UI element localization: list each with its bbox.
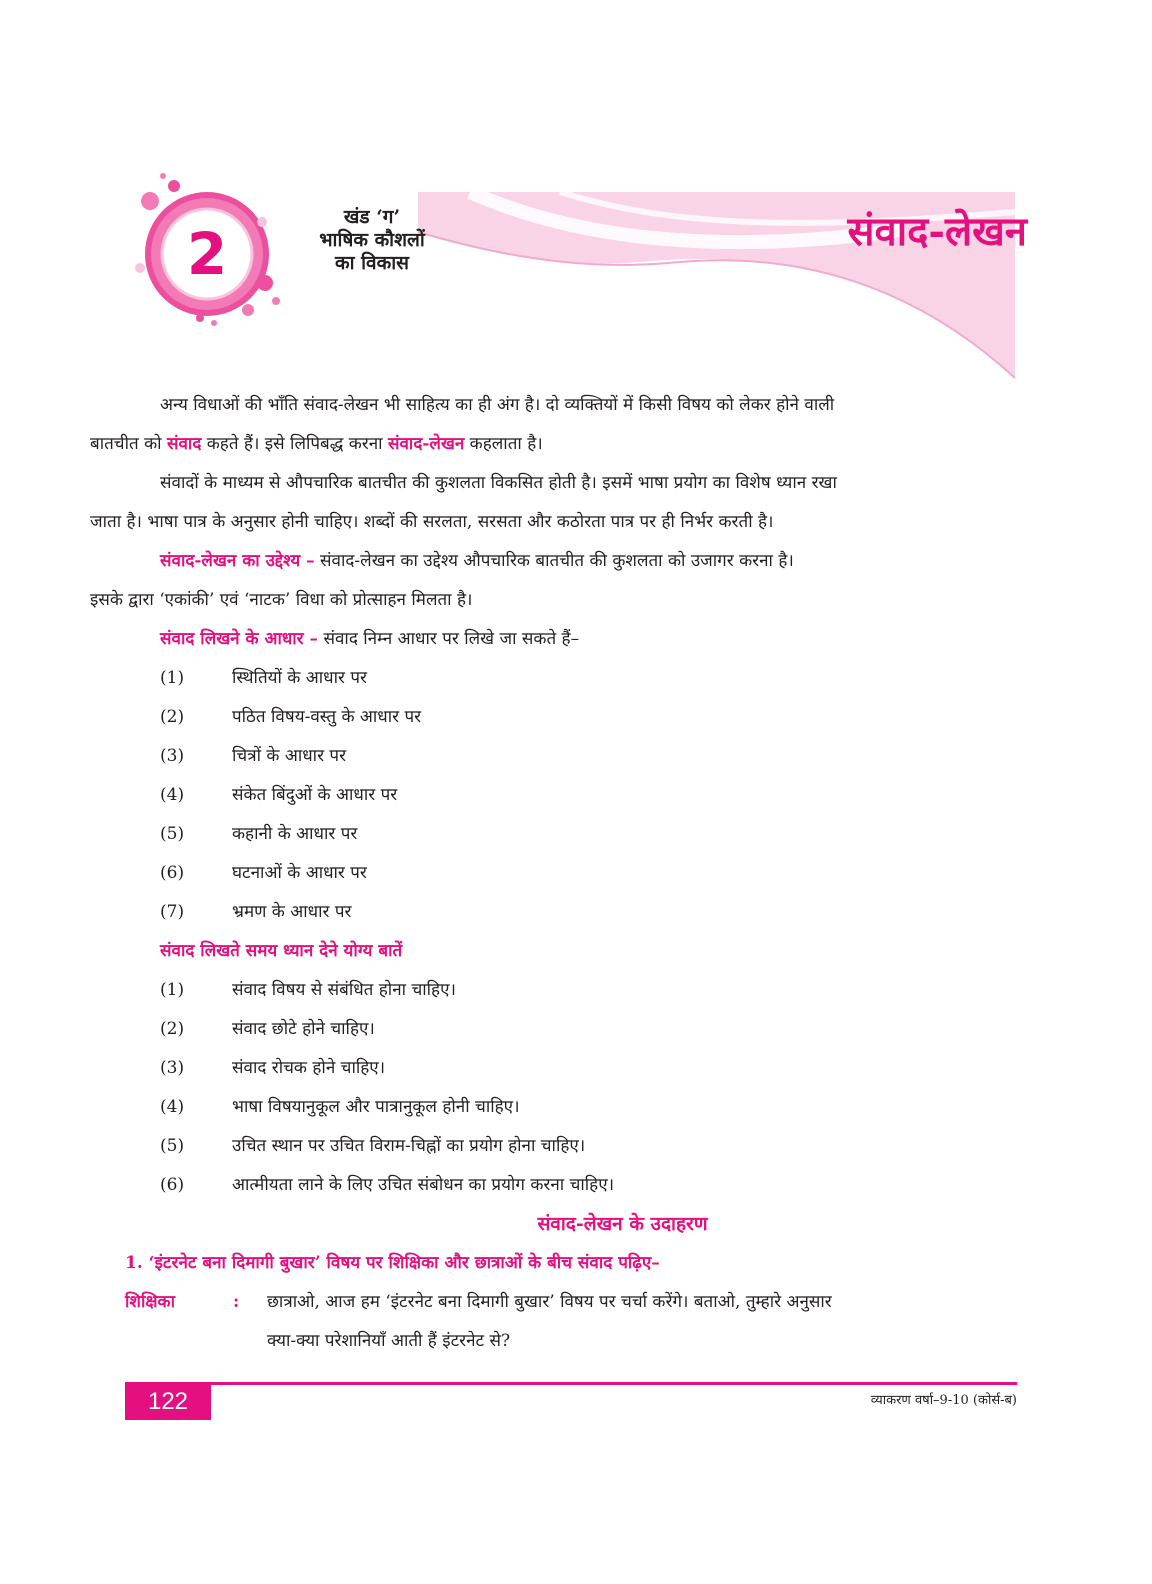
list-number: (1) [160, 668, 185, 688]
bases-label: संवाद लिखने के आधार – [160, 629, 319, 649]
list-number: (2) [160, 707, 185, 727]
tips-list [125, 971, 1030, 1205]
list-number: (3) [160, 746, 185, 766]
intro-p2-line2: जाता है। भाषा पात्र के अनुसार होनी चाहिए। शब्दों की सरलता, सरसता और कठोरता पात्र पर ही निर्भर करती है। [90, 512, 774, 532]
list-text: उचित स्थान पर उचित विराम-चिह्नों का प्रयोग होना चाहिए। [232, 1136, 586, 1156]
bases-list [125, 659, 1030, 932]
list-number: (3) [160, 1058, 185, 1078]
list-number: (6) [160, 1175, 185, 1195]
list-number: (2) [160, 1019, 185, 1039]
list-text: संवाद छोटे होने चाहिए। [232, 1019, 375, 1039]
speaker-colon: : [233, 1292, 240, 1312]
term-samvad: संवाद [166, 434, 202, 454]
list-text: संवाद विषय से संबंधित होना चाहिए। [232, 980, 456, 1000]
footer-book-title: व्याकरण वर्षा–9-10 (कोर्स-ब) [870, 1393, 1017, 1408]
main-content [90, 386, 1030, 1361]
footer-rule [125, 1382, 1017, 1385]
bases-heading [125, 620, 1030, 659]
dialogue-text-line2: क्या-क्या परेशानियाँ आती हैं इंटरनेट से? [267, 1331, 511, 1351]
chapter-number: 2 [186, 220, 228, 288]
list-item [125, 737, 1030, 776]
list-text: भ्रमण के आधार पर [232, 902, 352, 922]
intro-paragraph-2 [90, 464, 1030, 542]
section-line-1: खंड ‘ग’ [343, 206, 401, 228]
intro-p1-pre: बातचीत को [90, 434, 167, 454]
list-item [125, 1166, 1030, 1205]
list-text: संवाद रोचक होने चाहिए। [232, 1058, 386, 1078]
list-number: (6) [160, 863, 185, 883]
list-item [125, 815, 1030, 854]
list-number: (4) [160, 1097, 185, 1117]
list-item [125, 1127, 1030, 1166]
list-number: (4) [160, 785, 185, 805]
header-decoration [0, 0, 1152, 400]
example-question-1: 1. ‘इंटरनेट बना दिमागी बुखार’ विषय पर शिक्षिका और छात्राओं के बीच संवाद पढ़िए– [125, 1253, 660, 1273]
list-item [125, 854, 1030, 893]
list-text: घटनाओं के आधार पर [232, 863, 367, 883]
list-text: संकेत बिंदुओं के आधार पर [232, 785, 398, 805]
section-label [282, 206, 462, 275]
tips-heading: संवाद लिखते समय ध्यान देने योग्य बातें [160, 941, 403, 961]
list-item [125, 659, 1030, 698]
list-item [125, 1088, 1030, 1127]
list-item [125, 1010, 1030, 1049]
dialogue-text-line1: छात्राओ, आज हम ‘इंटरनेट बना दिमागी बुखार’ विषय पर चर्चा करेंगे। बताओ, तुम्हारे अनुसार [267, 1292, 832, 1312]
list-text: आत्मीयता लाने के लिए उचित संबोधन का प्रयोग करना चाहिए। [232, 1175, 615, 1195]
section-line-3: का विकास [335, 252, 409, 274]
intro-paragraph-1 [90, 386, 1030, 464]
list-text: पठित विषय-वस्तु के आधार पर [232, 707, 422, 727]
intro-p1-line2 [90, 434, 543, 454]
chapter-title: संवाद-लेखन [847, 208, 1027, 255]
list-item [125, 698, 1030, 737]
purpose-text: संवाद-लेखन का उद्देश्य औपचारिक बातचीत की कुशलता को उजागर करना है। [314, 551, 794, 571]
page-number: 122 [125, 1382, 211, 1420]
list-item [125, 1049, 1030, 1088]
list-item [125, 971, 1030, 1010]
intro-p1-mid: कहते हैं। इसे लिपिबद्ध करना [201, 434, 388, 454]
list-number: (1) [160, 980, 185, 1000]
list-number: (5) [160, 824, 185, 844]
list-item [125, 776, 1030, 815]
list-text: चित्रों के आधार पर [232, 746, 347, 766]
purpose-line2: इसके द्वारा ‘एकांकी’ एवं ‘नाटक’ विधा को प्रोत्साहन मिलता है। [90, 590, 473, 610]
intro-p1-post: कहलाता है। [464, 434, 543, 454]
list-text: भाषा विषयानुकूल और पात्रानुकूल होनी चाहिए। [232, 1097, 520, 1117]
bases-text: संवाद निम्न आधार पर लिखे जा सकते हैं– [318, 629, 580, 649]
list-text: कहानी के आधार पर [232, 824, 358, 844]
list-text: स्थितियों के आधार पर [232, 668, 367, 688]
purpose-label: संवाद-लेखन का उद्देश्य – [160, 551, 315, 571]
list-number: (7) [160, 902, 185, 922]
examples-heading: संवाद-लेखन के उदाहरण [537, 1213, 708, 1235]
term-samvad-lekhan: संवाद-लेखन [387, 434, 465, 454]
speaker-name: शिक्षिका [125, 1292, 176, 1312]
intro-p1-line1: अन्य विधाओं की भाँति संवाद-लेखन भी साहित्य का ही अंग है। दो व्यक्तियों में किसी विषय को लेकर होने वाली [160, 395, 835, 415]
list-number: (5) [160, 1136, 185, 1156]
intro-p2-line1: संवादों के माध्यम से औपचारिक बातचीत की कुशलता विकसित होती है। इसमें भाषा प्रयोग का विशेष ध्यान रखा [160, 473, 837, 493]
list-item [125, 893, 1030, 932]
section-line-2: भाषिक कौशलों [319, 229, 425, 251]
dialogue-line [125, 1283, 1030, 1361]
purpose-paragraph [90, 542, 1030, 620]
